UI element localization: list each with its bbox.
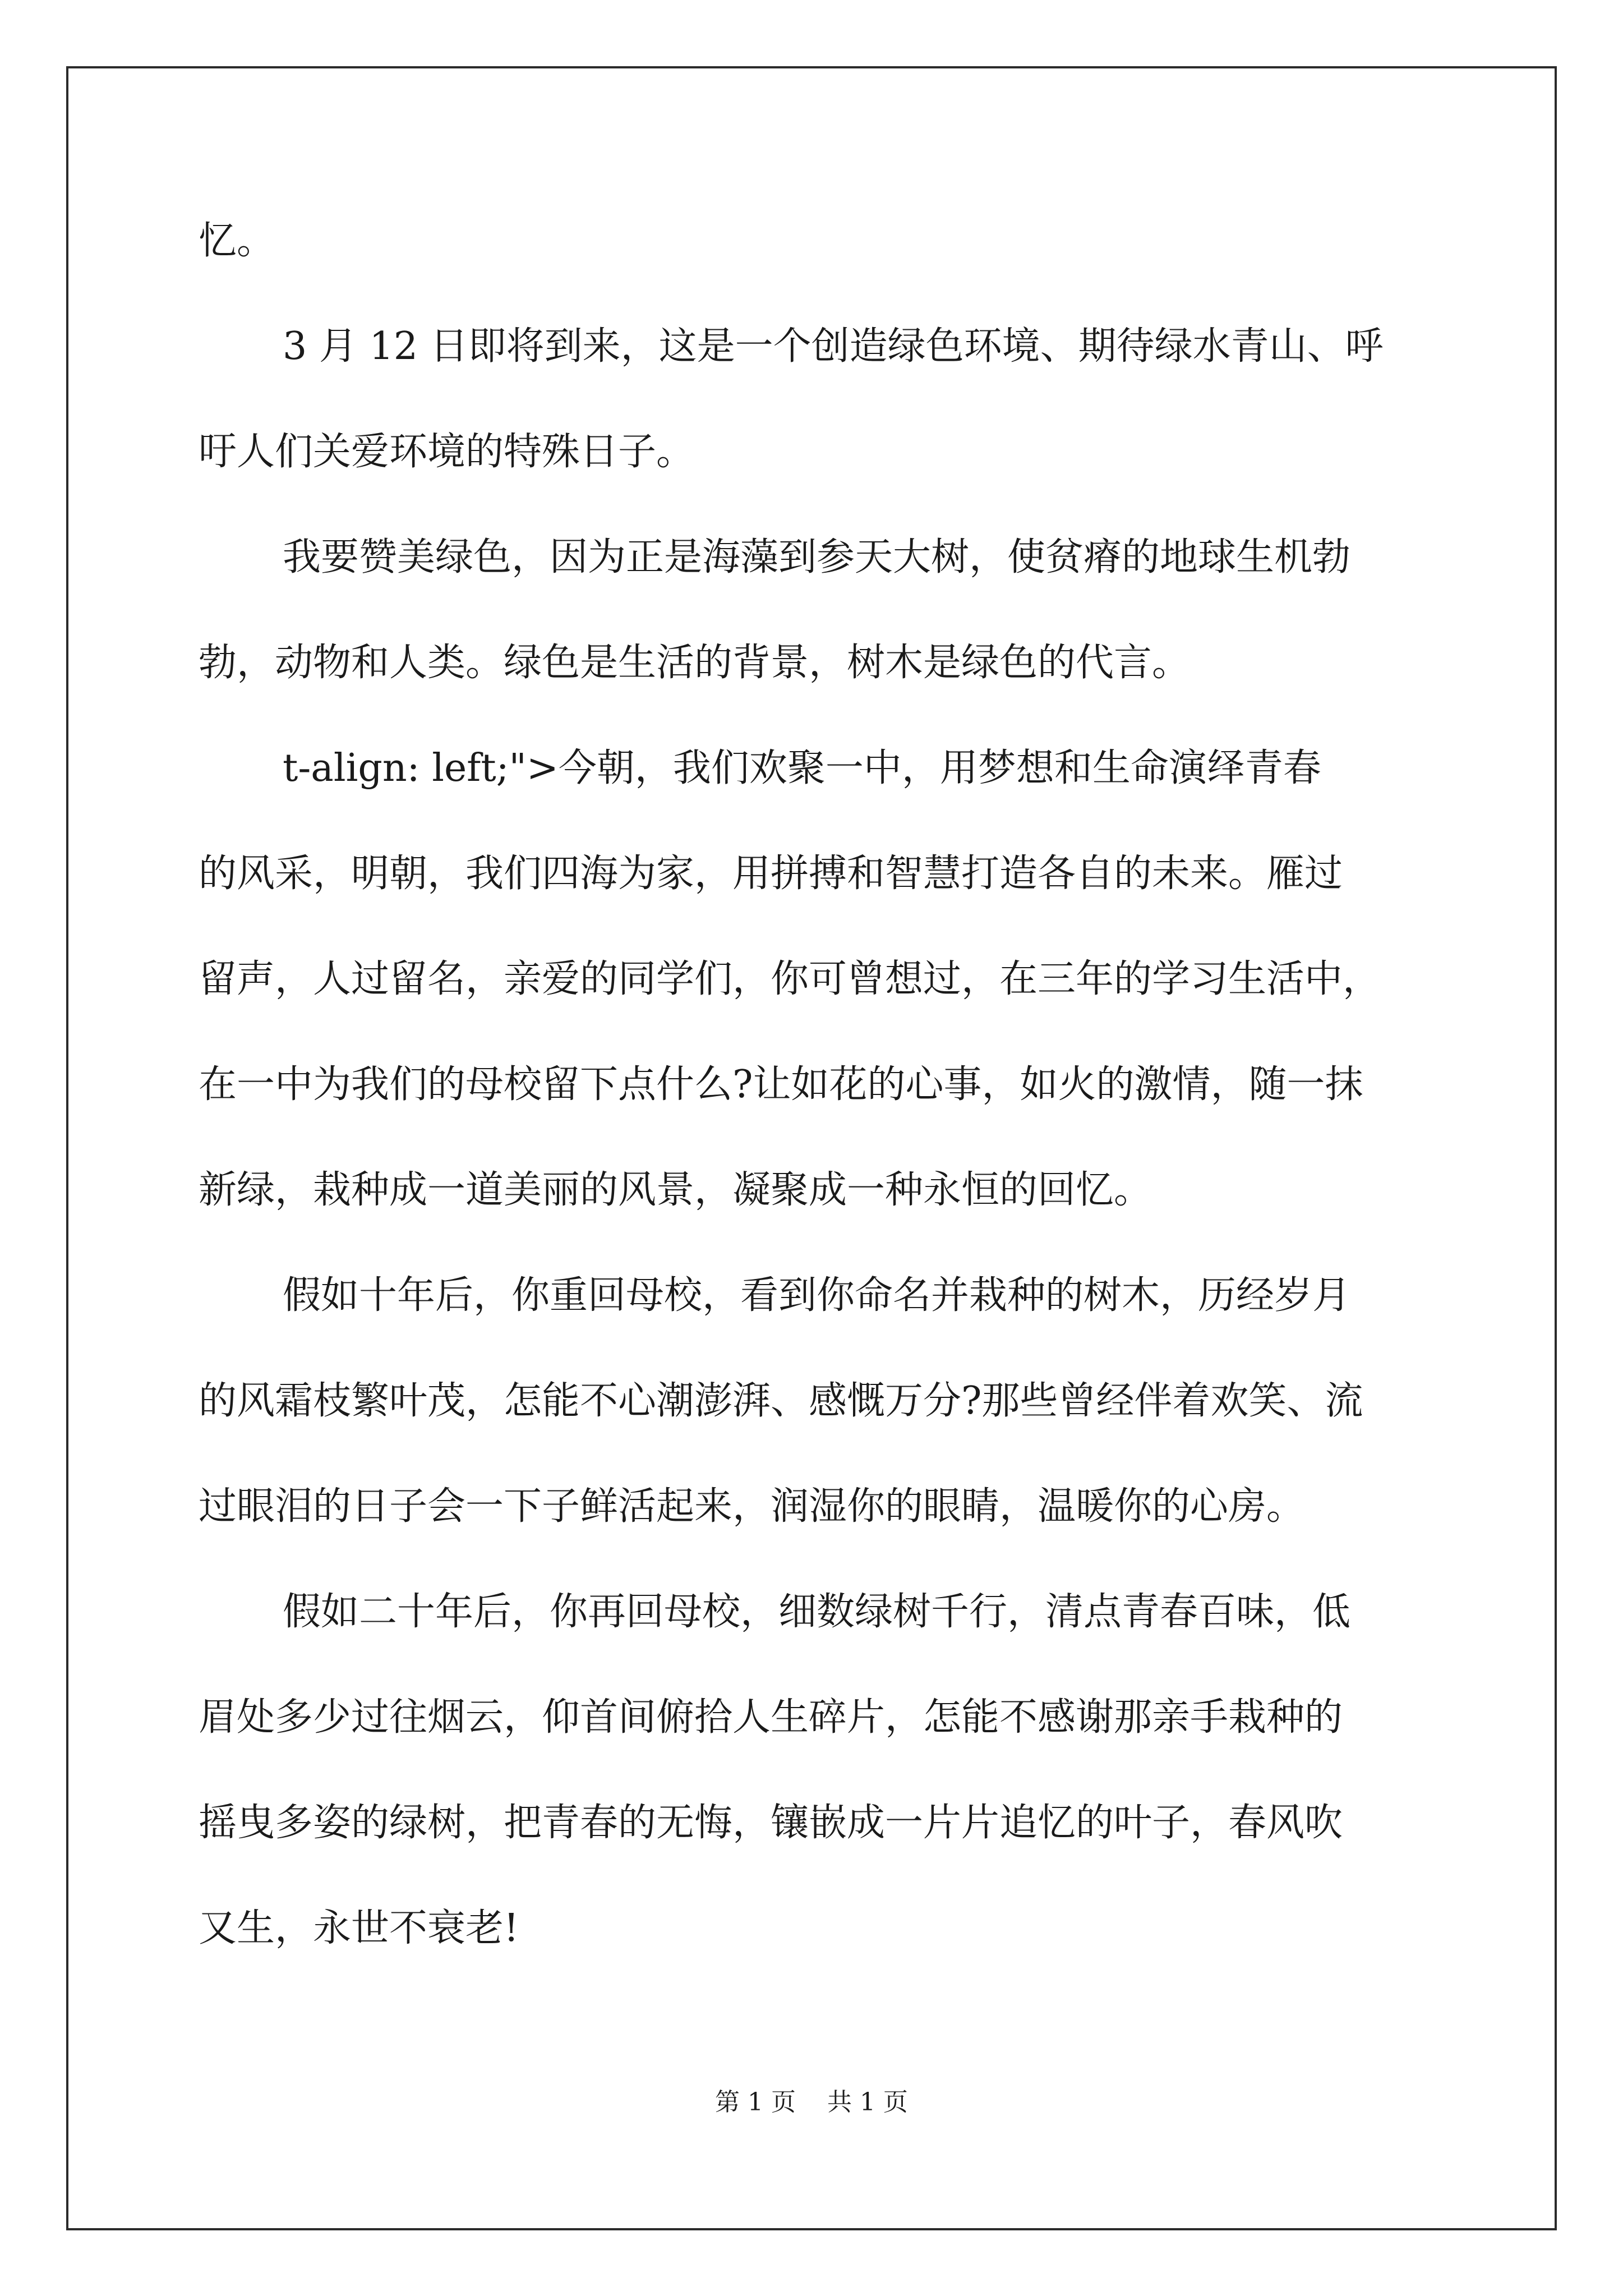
- paragraph-line: 眉处多少过往烟云，仰首间俯拾人生碎片，怎能不感谢那亲手栽种的: [199, 1695, 1343, 1740]
- paragraph-line: 我要赞美绿色，因为正是海藻到参天大树，使贫瘠的地球生机勃: [283, 535, 1351, 579]
- paragraph-line: 的风霜枝繁叶茂，怎能不心潮澎湃、感慨万分?那些曾经伴着欢笑、流: [199, 1379, 1363, 1423]
- page-number-footer: 第 1 页 共 1 页: [715, 2088, 908, 2116]
- paragraph-line: 勃，动物和人类。绿色是生活的背景，树木是绿色的代言。: [199, 641, 1191, 685]
- paragraph-line: 新绿，栽种成一道美丽的风景，凝聚成一种永恒的回忆。: [199, 1168, 1152, 1212]
- paragraph-line: 在一中为我们的母校留下点什么?让如花的心事，如火的激情，随一抹: [199, 1062, 1363, 1107]
- paragraph-line: 过眼泪的日子会一下子鲜活起来，润湿你的眼睛，温暖你的心房。: [199, 1484, 1305, 1529]
- paragraph-line: 忆。: [199, 219, 275, 263]
- paragraph-line: 摇曳多姿的绿树，把青春的无悔，镶嵌成一片片追忆的叶子，春风吹: [199, 1801, 1343, 1845]
- paragraph-line: 留声，人过留名，亲爱的同学们，你可曾想过，在三年的学习生活中，: [199, 957, 1381, 1001]
- paragraph-line: 3 月 12 日即将到来，这是一个创造绿色环境、期待绿水青山、呼: [283, 324, 1384, 369]
- paragraph-line: 的风采，明朝，我们四海为家，用拼搏和智慧打造各自的未来。雁过: [199, 852, 1343, 896]
- paragraph-line: 假如二十年后，你再回母校，细数绿树千行，清点青春百味，低: [283, 1590, 1351, 1634]
- paragraph-line: t-align: left;">今朝，我们欢聚一中，用梦想和生命演绎青春: [283, 746, 1321, 790]
- paragraph-line: 假如十年后，你重回母校，看到你命名并栽种的树木，历经岁月: [283, 1273, 1351, 1318]
- paragraph-line: 又生，永世不衰老!: [199, 1906, 519, 1950]
- paragraph-line: 吁人们关爱环境的特殊日子。: [199, 430, 695, 474]
- document-body: [199, 213, 1432, 2006]
